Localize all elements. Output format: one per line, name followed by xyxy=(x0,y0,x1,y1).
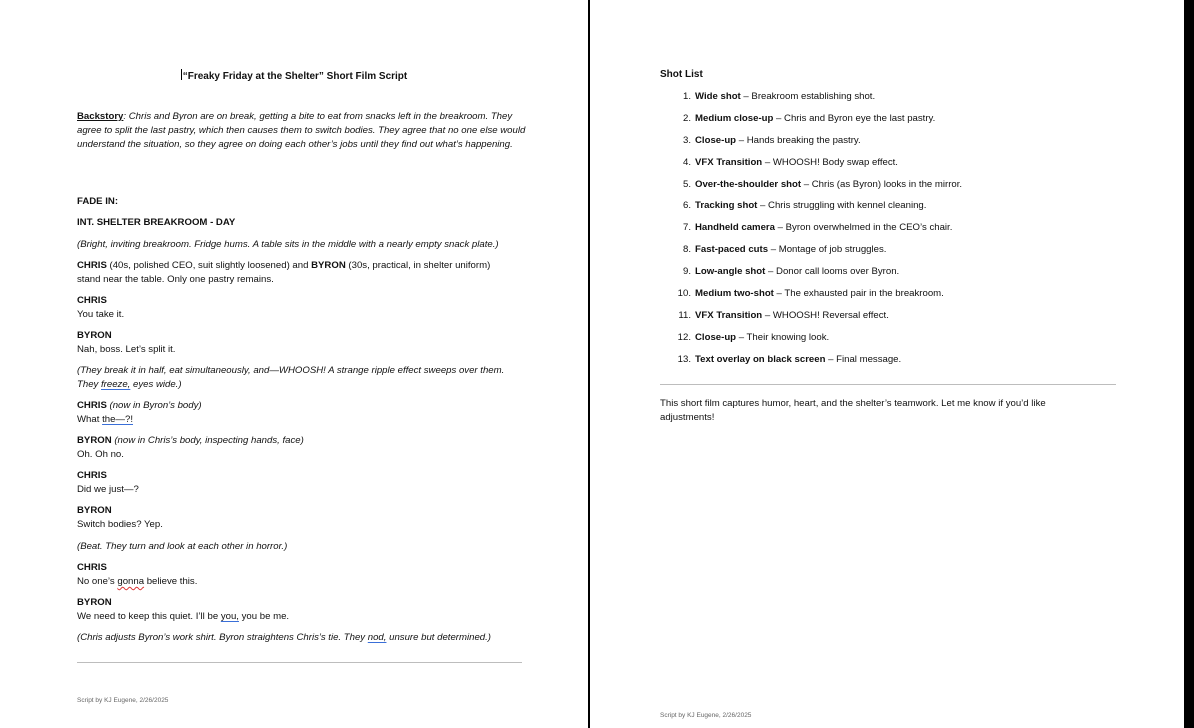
list-item: 6. Tracking shot – Chris struggling with kennel cleaning. xyxy=(682,200,927,211)
list-item: 3. Close-up – Hands breaking the pastry. xyxy=(682,135,861,146)
grammar-flag[interactable]: you, xyxy=(220,611,239,622)
character-cue: BYRON (now in Chris’s body, inspecting hands, face) xyxy=(77,435,304,446)
list-item: 2. Medium close-up – Chris and Byron eye the last pastry. xyxy=(682,113,936,124)
list-item: 12. Close-up – Their knowing look. xyxy=(677,332,830,343)
character-intro: CHRIS (40s, polished CEO, suit slightly loosened) and BYRON (30s, practical, in shelter uniform) xyxy=(77,260,491,271)
list-item: 4. VFX Transition – WHOOSH! Body swap effect. xyxy=(682,157,898,168)
scene-heading: INT. SHELTER BREAKROOM - DAY xyxy=(77,217,236,228)
divider xyxy=(77,662,522,663)
dialogue: No one’s gonna believe this. xyxy=(77,576,198,587)
list-item: 1. Wide shot – Breakroom establishing shot. xyxy=(682,91,876,102)
dialogue: Did we just—? xyxy=(77,484,139,495)
spelling-flag[interactable]: gonna xyxy=(117,576,145,587)
action-line: (Chris adjusts Byron’s work shirt. Byron straightens Chris’s tie. They nod, unsure but determined.) xyxy=(77,632,491,643)
backstory-label: Backstory xyxy=(77,111,124,122)
page-footer: Script by KJ Eugene, 2/26/2025 xyxy=(77,697,169,704)
list-item: 7. Handheld camera – Byron overwhelmed in the CEO’s chair. xyxy=(682,222,953,233)
action-line-cont: They freeze, eyes wide.) xyxy=(77,379,182,390)
backstory-text: : Chris and Byron are on break, getting a bite to eat from snacks left in the breakroom. They agree to split the last pastry, which then causes them to switch bodies. They agree that no one else would understand the situation, so they agree on doing each other’s jobs until they find out what’s happening. xyxy=(77,111,526,150)
grammar-flag[interactable]: freeze, xyxy=(101,379,131,390)
character-cue: CHRIS (now in Byron’s body) xyxy=(77,400,202,411)
shot-list-page xyxy=(590,0,1184,728)
action-line: (Beat. They turn and look at each other in horror.) xyxy=(77,541,288,552)
text-cursor xyxy=(181,69,182,80)
action-line: (They break it in half, eat simultaneously, and—WHOOSH! A strange ripple effect sweeps over them. xyxy=(77,365,505,376)
dialogue: Switch bodies? Yep. xyxy=(77,519,163,530)
list-item: 8. Fast-paced cuts – Montage of job struggles. xyxy=(682,244,887,255)
list-item: 13. Text overlay on black screen – Final message. xyxy=(677,354,902,365)
action-line: (Bright, inviting breakroom. Fridge hums. A table sits in the middle with a nearly empty snack plate.) xyxy=(77,239,499,250)
list-item: 11. VFX Transition – WHOOSH! Reversal effect. xyxy=(678,310,889,321)
character-name: CHRIS xyxy=(77,470,107,481)
document-title: “Freaky Friday at the Shelter” Short Film Script xyxy=(182,71,408,82)
dialogue: Nah, boss. Let’s split it. xyxy=(77,344,176,355)
list-item: 10. Medium two-shot – The exhausted pair in the breakroom. xyxy=(677,288,944,299)
grammar-flag[interactable]: the—?! xyxy=(102,414,133,425)
fade-in: FADE IN: xyxy=(77,196,119,207)
dialogue: What the—?! xyxy=(77,414,133,425)
character-name: CHRIS xyxy=(77,295,107,306)
character-name: BYRON xyxy=(77,505,112,516)
character-name: BYRON xyxy=(77,597,112,608)
page-footer: Script by KJ Eugene, 2/26/2025 xyxy=(660,712,752,719)
character-intro-cont: stand near the table. Only one pastry remains. xyxy=(77,274,274,285)
divider xyxy=(660,384,1116,385)
closing-paragraph: This short film captures humor, heart, and the shelter’s teamwork. Let me know if you’d like adjustments! xyxy=(660,398,1046,423)
grammar-flag[interactable]: nod, xyxy=(367,632,387,643)
character-name: BYRON xyxy=(77,330,112,341)
shot-list-title: Shot List xyxy=(660,69,703,80)
dialogue: You take it. xyxy=(77,309,125,320)
list-item: 9. Low-angle shot – Donor call looms over Byron. xyxy=(682,266,900,277)
dialogue: Oh. Oh no. xyxy=(77,449,124,460)
character-name: CHRIS xyxy=(77,562,107,573)
backstory-paragraph xyxy=(77,110,527,152)
script-page xyxy=(0,0,588,728)
dialogue: We need to keep this quiet. I’ll be you, you be me. xyxy=(77,611,290,622)
list-item: 5. Over-the-shoulder shot – Chris (as Byron) looks in the mirror. xyxy=(682,179,963,190)
